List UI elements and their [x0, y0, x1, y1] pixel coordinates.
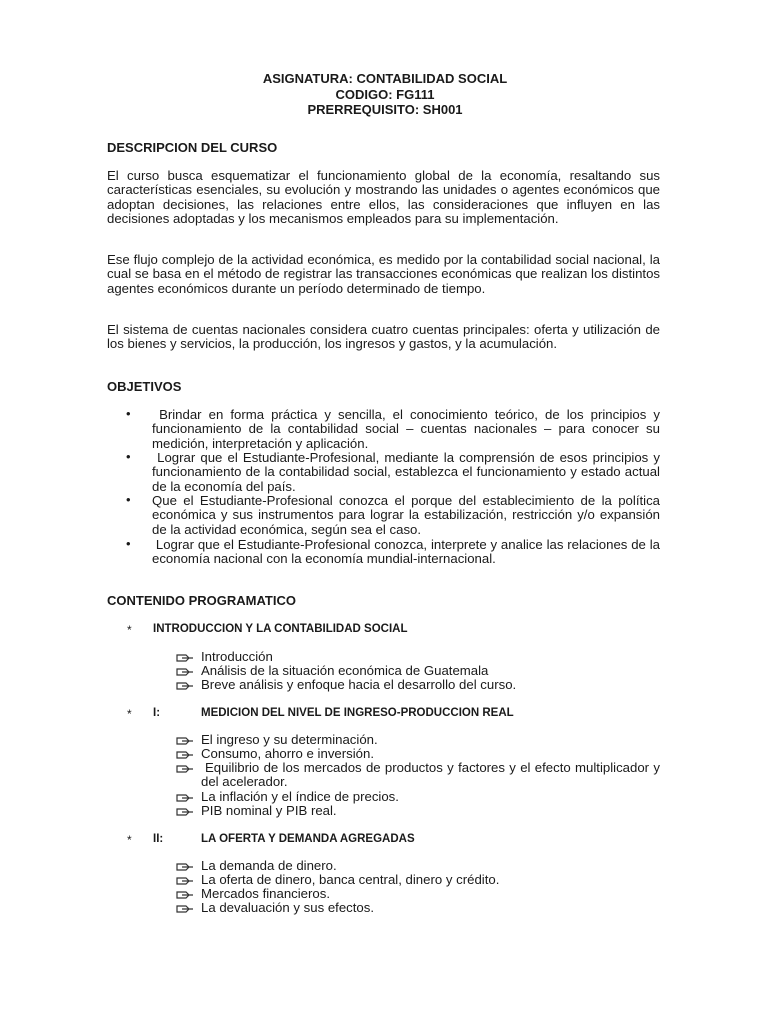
pointing-hand-icon [176, 903, 194, 915]
pointing-hand-icon [176, 735, 194, 747]
list-item: Mercados financieros. [201, 886, 331, 901]
list-item: La devaluación y sus efectos. [201, 900, 375, 915]
section-title-objetivos: OBJETIVOS [107, 379, 182, 394]
objective-item [152, 494, 660, 537]
objective-text: Que el Estudiante-Profesional conozca el porque del establecimiento de la política económica y sus instrumentos para lograr la estabilización, restricción y/o expansión de la actividad económica, según sea el caso. [152, 493, 660, 537]
pointing-hand-icon [176, 806, 194, 818]
pointing-hand-icon [176, 763, 194, 775]
paragraph-descripcion-3: El sistema de cuentas nacionales considera cuatro cuentas principales: oferta y utilización de los bienes y servicios, la producción, los ingresos y gastos, y la acumulación. [107, 322, 660, 352]
pointing-hand-icon [176, 652, 194, 664]
course-prerequisite: PRERREQUISITO: SH001 [307, 102, 463, 117]
list-item: Breve análisis y enfoque hacia el desarrollo del curso. [201, 677, 517, 692]
pointing-hand-icon [176, 666, 194, 678]
asterisk-icon: * [127, 623, 132, 637]
asterisk-icon: * [127, 833, 132, 847]
list-item: Introducción [201, 649, 273, 664]
course-code: CODIGO: FG111 [335, 86, 435, 102]
pointing-hand-icon [176, 792, 194, 804]
list-item: La oferta de dinero, banca central, dinero y crédito. [201, 872, 500, 887]
pointing-hand-icon [176, 749, 194, 761]
objective-text: Lograr que el Estudiante-Profesional, mediante la comprensión de esos principios y funcionamiento de la contabilidad social, establezca el funcionamiento y estado actual de la economía del país. [152, 450, 660, 494]
pointing-hand-icon [176, 861, 194, 873]
course-header [0, 71, 768, 118]
list-item: La inflación y el índice de precios. [201, 789, 399, 804]
unit-title-2: LA OFERTA Y DEMANDA AGREGADAS [201, 833, 415, 845]
list-item: Equilibrio de los mercados de productos y factores y el efecto multiplicador y del acelerador. [201, 760, 660, 790]
objective-item [152, 538, 660, 567]
bullet-icon: • [126, 449, 131, 464]
asterisk-icon: * [127, 707, 132, 721]
section-title-descripcion: DESCRIPCION DEL CURSO [107, 140, 278, 155]
unit-title-1: MEDICION DEL NIVEL DE INGRESO-PRODUCCION REAL [201, 707, 514, 719]
unit-number: I: [153, 707, 161, 719]
paragraph-descripcion-2: Ese flujo complejo de la actividad económica, es medido por la contabilidad social nacional, la cual se basa en el método de registrar las transacciones económicas que realizan los distintos agentes económicos durante un período determinado de tiempo. [107, 252, 660, 296]
section-title-contenido: CONTENIDO PROGRAMATICO [107, 593, 296, 608]
pointing-hand-icon [176, 875, 194, 887]
objective-text: Lograr que el Estudiante-Profesional conozca, interprete y analice las relaciones de la economía nacional con la economía mundial-internacional. [152, 537, 661, 567]
list-item: PIB nominal y PIB real. [201, 803, 337, 818]
unit-title-intro: INTRODUCCION Y LA CONTABILIDAD SOCIAL [153, 623, 408, 635]
objective-item [152, 451, 660, 494]
pointing-hand-icon [176, 889, 194, 901]
course-name: ASIGNATURA: CONTABILIDAD SOCIAL [262, 71, 508, 86]
list-item: La demanda de dinero. [201, 858, 337, 873]
unit-number: II: [153, 833, 164, 845]
list-item: Consumo, ahorro e inversión. [201, 746, 374, 761]
pointing-hand-icon [176, 680, 194, 692]
list-item: El ingreso y su determinación. [201, 732, 378, 747]
objective-item [152, 408, 660, 451]
paragraph-descripcion-1: El curso busca esquematizar el funcionamiento global de la economía, resaltando sus características esenciales, su evolución y mostrando las unidades o agentes económicos que adoptan decisiones, las relaciones entre ellos, las consideraciones que influyen en las decisiones adoptadas y los mecanismos empleados para su implementación. [107, 168, 660, 227]
bullet-icon: • [126, 536, 131, 551]
objective-text: Brindar en forma práctica y sencilla, el conocimiento teórico, de los principios y funcionamiento de la contabilidad social – cuentas nacionales – para conocer su medición, interpretación y aplicación. [152, 407, 660, 451]
bullet-icon: • [126, 492, 131, 507]
list-item: Análisis de la situación económica de Guatemala [201, 663, 489, 678]
bullet-icon: • [126, 406, 131, 421]
